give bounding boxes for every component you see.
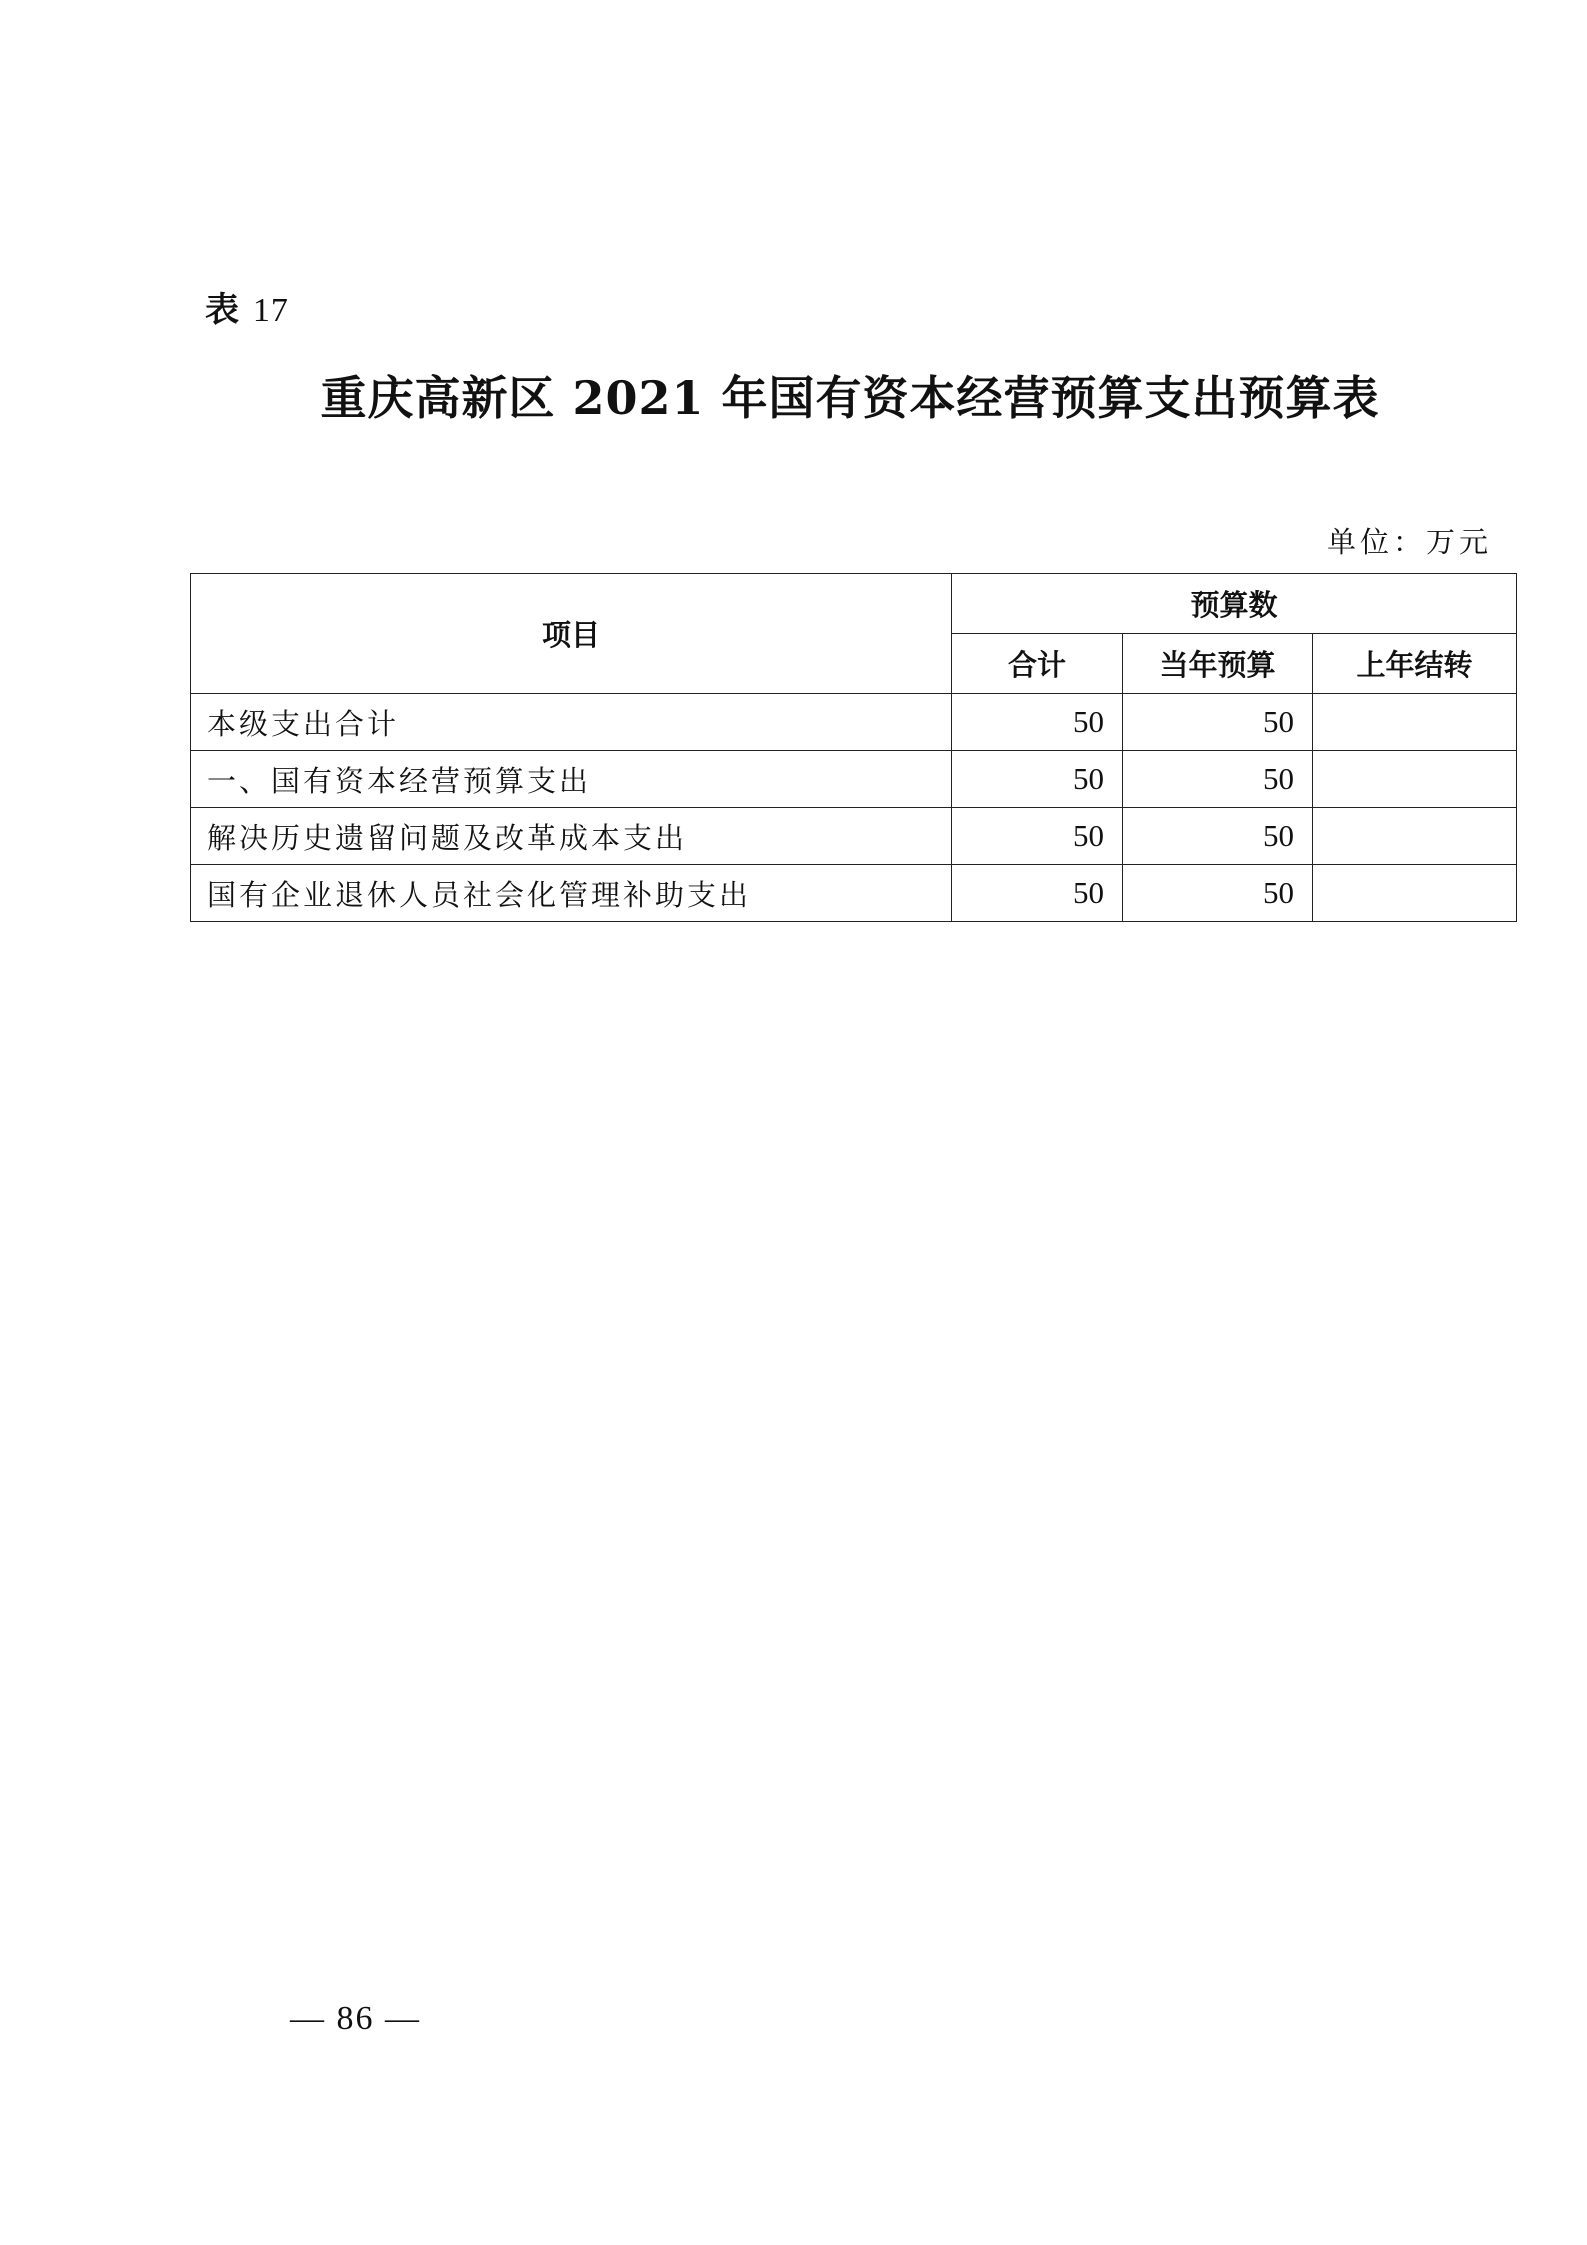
row-total: 50 [952,865,1123,922]
table-row [191,808,1517,865]
row-total: 50 [952,751,1123,808]
row-current: 50 [1123,694,1313,751]
row-current: 50 [1123,808,1313,865]
row-carryover [1313,865,1517,922]
row-item: 本级支出合计 [191,694,952,751]
row-total: 50 [952,694,1123,751]
row-item: 国有企业退休人员社会化管理补助支出 [191,865,952,922]
row-carryover [1313,808,1517,865]
budget-group-header: 预算数 [952,574,1517,634]
table-row [191,751,1517,808]
total-column-header: 合计 [952,634,1123,694]
unit-label: 单位：万元 [1326,525,1492,559]
carryover-column-header: 上年结转 [1313,634,1517,694]
current-year-column-header: 当年预算 [1123,634,1313,694]
row-item: 一、国有资本经营预算支出 [191,751,952,808]
header-row-1 [191,574,1517,634]
page-number: — 86 — [290,2000,421,2037]
item-column-header: 项目 [191,574,952,694]
table-label-number: 17 [252,292,289,329]
table-row [191,694,1517,751]
document-title: 重庆高新区 2021 年国有资本经营预算支出预算表 [320,371,1380,425]
row-current: 50 [1123,865,1313,922]
row-carryover [1313,694,1517,751]
table-label [205,282,289,331]
row-item: 解决历史遗留问题及改革成本支出 [191,808,952,865]
row-current: 50 [1123,751,1313,808]
table-row [191,865,1517,922]
budget-table [190,573,1517,922]
row-total: 50 [952,808,1123,865]
table-label-prefix: 表 [205,290,240,330]
row-carryover [1313,751,1517,808]
